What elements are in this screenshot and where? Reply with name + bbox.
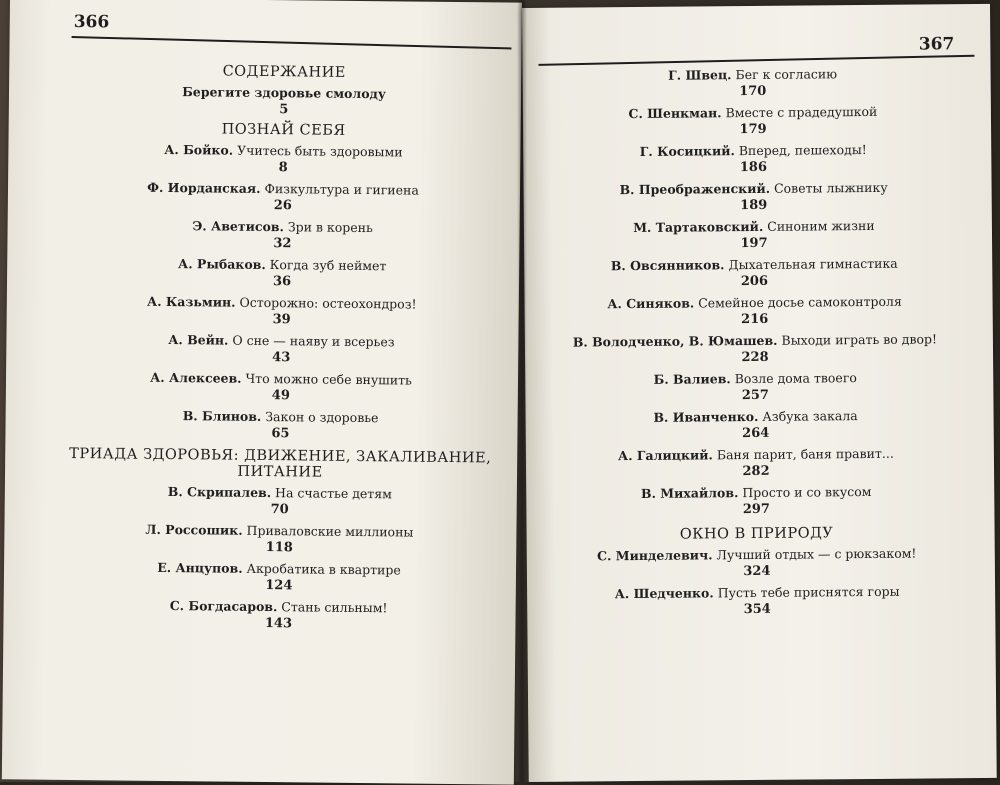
entry-title: Пусть тебе приснятся горы <box>717 583 900 601</box>
entry-author: Э. Аветисов. <box>192 218 284 235</box>
entry-title: Учитесь быть здоровыми <box>237 142 403 160</box>
entry-title: Бег к согласию <box>735 66 838 83</box>
toc-entry <box>56 368 506 407</box>
contents-title: СОДЕРЖАНИЕ <box>222 63 346 81</box>
entry-title: Когда зуб неймет <box>269 257 387 274</box>
entry-page: 186 <box>739 159 768 176</box>
toc-entry <box>537 544 977 582</box>
entry-page: 354 <box>743 601 771 618</box>
entry-title: Синоним жизни <box>767 217 875 234</box>
entry-title: Осторожно: остеохондроз! <box>239 294 417 312</box>
entry-author: С. Шенкман. <box>628 105 722 122</box>
entry-page: 189 <box>740 197 768 214</box>
entry-author: В. Овсянников. <box>610 257 725 274</box>
entry-title: Физкультура и гигиена <box>264 180 419 198</box>
toc-entry <box>536 444 976 482</box>
entry-author: С. Минделевич. <box>597 547 713 564</box>
entry-page: 65 <box>271 426 290 442</box>
entry-author: Ф. Иорданская. <box>147 179 261 196</box>
toc-entry <box>533 140 973 178</box>
entry-title: Лучший отдых — с рюкзаком! <box>716 545 917 563</box>
toc-entry <box>537 582 977 620</box>
entry-title: Вперед, пешеходы! <box>738 141 867 159</box>
entry-page: 170 <box>739 83 767 100</box>
entry-title: Выходи играть во двор! <box>781 331 938 348</box>
entry-title: Акробатика в квартире <box>246 560 401 578</box>
entry-title: Вместе с прадедушкой <box>725 103 878 121</box>
entry-author: А. Казьмин. <box>146 293 236 310</box>
toc-entry <box>536 406 976 444</box>
entry-title: Закон о здоровье <box>265 409 379 426</box>
toc-entry <box>535 292 975 330</box>
entry-page: 264 <box>742 425 770 442</box>
entry-page: 36 <box>272 274 292 290</box>
toc-entry <box>57 216 507 255</box>
entry-author: А. Вейн. <box>168 331 229 348</box>
toc-entry <box>533 64 973 102</box>
toc-entry <box>536 482 976 520</box>
left-page <box>2 0 522 785</box>
entry-author: В. Володченко, В. Юмашев. <box>572 332 778 350</box>
toc-left-column <box>53 58 509 639</box>
toc-entry <box>58 140 508 179</box>
entry-page: 143 <box>264 616 293 632</box>
toc-entry <box>535 330 975 368</box>
toc-entry <box>54 558 504 597</box>
toc-entry-intro <box>59 82 509 121</box>
toc-entry <box>57 292 507 331</box>
entry-author: А. Бойко. <box>164 141 234 158</box>
toc-entry <box>58 178 508 217</box>
section-heading <box>55 446 505 483</box>
entry-author: Г. Швец. <box>668 67 732 83</box>
section-heading-line: ТРИАДА ЗДОРОВЬЯ: ДВИЖЕНИЕ, ЗАКАЛИВАНИЕ, <box>69 445 492 467</box>
header-rule <box>72 36 512 50</box>
section-heading: ОКНО В ПРИРОДУ <box>679 525 834 543</box>
entry-author: А. Алексеев. <box>150 369 242 386</box>
toc-entry <box>53 596 503 635</box>
right-page <box>522 4 997 782</box>
entry-author: В. Михайлов. <box>640 485 739 501</box>
entry-author: В. Преображенский. <box>619 180 771 198</box>
entry-title: Семейное досье самоконтроля <box>698 293 902 311</box>
toc-entry <box>54 520 504 559</box>
book-gutter <box>517 0 527 782</box>
right-page-number: 367 <box>918 34 955 55</box>
entry-page: 297 <box>742 501 771 518</box>
entry-page: 32 <box>273 236 292 252</box>
toc-entry <box>534 216 974 254</box>
left-page-number: 366 <box>73 11 110 33</box>
entry-author: М. Тартаковский. <box>633 218 764 236</box>
entry-page: 257 <box>741 387 770 404</box>
entry-author: В. Блинов. <box>182 408 262 424</box>
entry-page: 8 <box>278 160 288 176</box>
entry-author: А. Синяков. <box>607 295 695 312</box>
entry-title: Азбука закала <box>762 408 858 424</box>
section-heading-line: ПИТАНИЕ <box>237 463 323 481</box>
entry-author: А. Рыбаков. <box>178 256 266 273</box>
entry-title: Дыхательная гимнастика <box>728 255 898 273</box>
entry-page: 324 <box>743 563 771 580</box>
entry-title: Что можно себе внушить <box>245 370 412 388</box>
toc-entry <box>534 178 974 216</box>
entry-page: 5 <box>279 102 289 118</box>
toc-entry <box>535 368 975 406</box>
entry-title: О сне — наяву и всерьез <box>232 332 395 350</box>
entry-title: Зри в корень <box>287 219 373 236</box>
entry-page: 39 <box>272 312 291 328</box>
toc-right-column <box>533 64 978 624</box>
toc-entry <box>534 254 974 292</box>
entry-page: 197 <box>740 235 768 252</box>
entry-title: Приваловские миллионы <box>246 522 414 540</box>
entry-author: Б. Валиев. <box>653 371 731 387</box>
entry-page: 216 <box>741 311 769 328</box>
entry-title: Возле дома твоего <box>734 370 857 387</box>
entry-author: В. Скрипалев. <box>167 483 272 501</box>
entry-title: На счастье детям <box>275 485 392 502</box>
toc-entry <box>533 102 973 140</box>
entry-title: Советы лыжнику <box>773 179 888 196</box>
entry-page: 228 <box>741 349 769 366</box>
entry-author: В. Иванченко. <box>653 408 759 425</box>
entry-title: Стань сильным! <box>281 599 388 616</box>
entry-page: 49 <box>271 388 290 404</box>
toc-entry <box>56 330 506 369</box>
entry-title: Баня парит, баня правит... <box>716 445 894 463</box>
section-heading: ПОЗНАЙ СЕБЯ <box>221 121 346 139</box>
toc-entry <box>55 482 505 521</box>
entry-author: Г. Косицкий. <box>639 143 735 159</box>
entry-page: 43 <box>272 350 291 366</box>
entry-page: 70 <box>270 502 289 518</box>
entry-title: Просто и со вкусом <box>742 483 872 501</box>
entry-page: 118 <box>265 540 293 556</box>
toc-entry <box>57 254 507 293</box>
entry-author: С. Богдасаров. <box>169 598 278 615</box>
entry-page: 124 <box>265 578 293 594</box>
entry-page: 282 <box>742 463 770 480</box>
entry-author: Л. Россошик. <box>145 521 243 538</box>
toc-entry <box>55 406 505 445</box>
entry-page: 206 <box>740 273 769 290</box>
entry-author: Е. Анцупов. <box>157 559 243 576</box>
entry-page: 26 <box>273 198 292 214</box>
entry-page: 179 <box>739 121 767 138</box>
entry-author: А. Шедченко. <box>614 585 714 602</box>
entry-title: Берегите здоровье смолоду <box>182 84 386 102</box>
entry-author: А. Галицкий. <box>617 447 713 464</box>
